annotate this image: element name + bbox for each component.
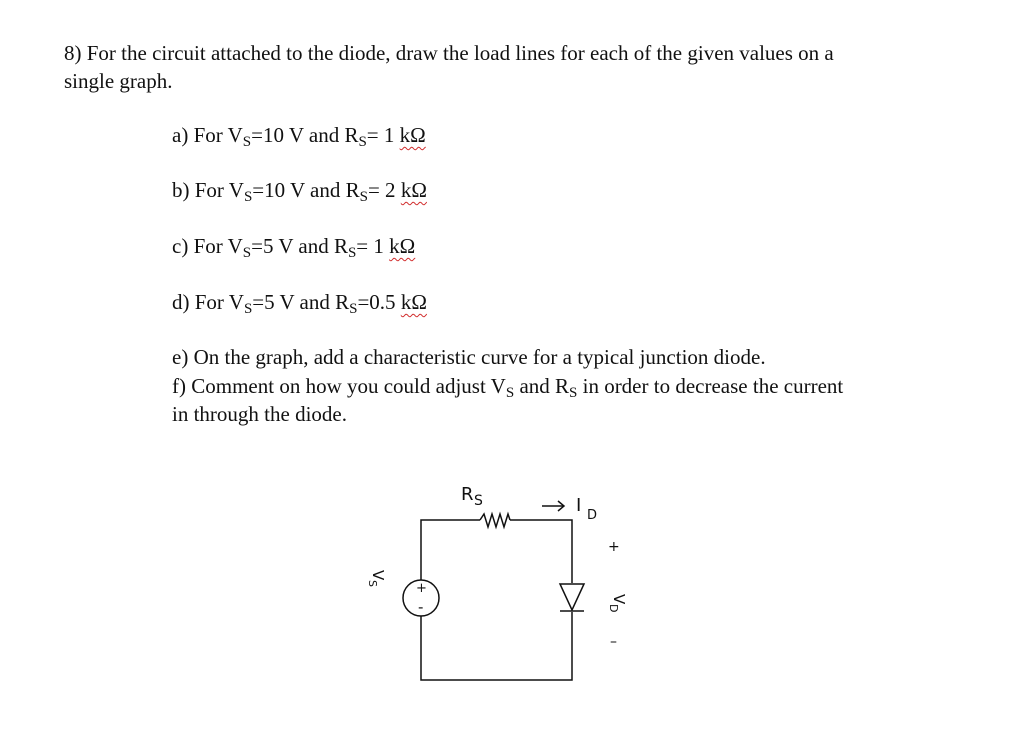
- resistor-rs: [480, 514, 510, 527]
- wire-left-top: [421, 520, 480, 580]
- part-a-unit: kΩ: [399, 123, 426, 147]
- part-a-post: = 1: [366, 123, 400, 147]
- diode-triangle: [560, 584, 584, 610]
- source-plus: +: [416, 581, 427, 596]
- part-f-post: in order to decrease the current: [577, 374, 844, 398]
- vs-label: V: [369, 570, 387, 581]
- part-c-vs-sub: S: [242, 245, 252, 261]
- part-b-rs-sub: S: [359, 189, 368, 205]
- part-a-vs-sub: S: [242, 134, 252, 150]
- question-line-1: 8) For the circuit attached to the diode, draw the load lines for each of the given values on a: [64, 41, 834, 65]
- part-a-rs-sub: S: [358, 134, 367, 150]
- rs-label: R: [461, 484, 474, 505]
- id-label-sub: D: [587, 508, 598, 523]
- part-c-pre: c) For V: [172, 234, 243, 258]
- rs-label-sub: S: [474, 493, 483, 509]
- part-f-mid: and R: [514, 374, 570, 398]
- part-f-rs-sub: S: [569, 385, 578, 401]
- part-d-mid: =5 V and R: [252, 290, 350, 314]
- part-b-unit: kΩ: [400, 178, 427, 202]
- vd-label-group: [607, 594, 628, 612]
- part-b-pre: b) For V: [172, 178, 244, 202]
- wire-right-top: [510, 520, 572, 583]
- part-a-pre: a) For V: [172, 123, 243, 147]
- vd-label: V: [610, 594, 628, 605]
- part-c-mid: =5 V and R: [251, 234, 348, 258]
- part-d-post: =0.5: [357, 290, 401, 314]
- vd-minus: –: [610, 634, 617, 650]
- vs-label-sub: S: [366, 580, 379, 587]
- part-a-mid: =10 V and R: [251, 123, 359, 147]
- part-b-post: = 2: [367, 178, 401, 202]
- part-c-post: = 1: [356, 234, 390, 258]
- question-line-2: single graph.: [64, 69, 173, 93]
- id-label: I: [576, 495, 582, 516]
- part-d-unit: kΩ: [400, 290, 427, 314]
- part-c-rs-sub: S: [347, 245, 357, 261]
- part-e: e) On the graph, add a characteristic curve for a typical junction diode.: [172, 345, 766, 369]
- vs-label-group: [366, 570, 387, 587]
- wire-right-bottom: [421, 612, 572, 680]
- part-c-unit: kΩ: [389, 234, 416, 258]
- part-d-vs-sub: S: [243, 301, 253, 317]
- part-b-vs-sub: S: [243, 189, 253, 205]
- part-f-vs-sub: S: [505, 385, 515, 401]
- part-f-continuation: in through the diode.: [172, 402, 347, 426]
- part-f-pre: f) Comment on how you could adjust V: [172, 374, 506, 398]
- vd-label-sub: D: [607, 604, 620, 613]
- part-d-pre: d) For V: [172, 290, 244, 314]
- source-minus: -: [418, 598, 424, 616]
- vd-plus: +: [608, 539, 620, 555]
- part-b-mid: =10 V and R: [252, 178, 360, 202]
- part-d-rs-sub: S: [349, 301, 358, 317]
